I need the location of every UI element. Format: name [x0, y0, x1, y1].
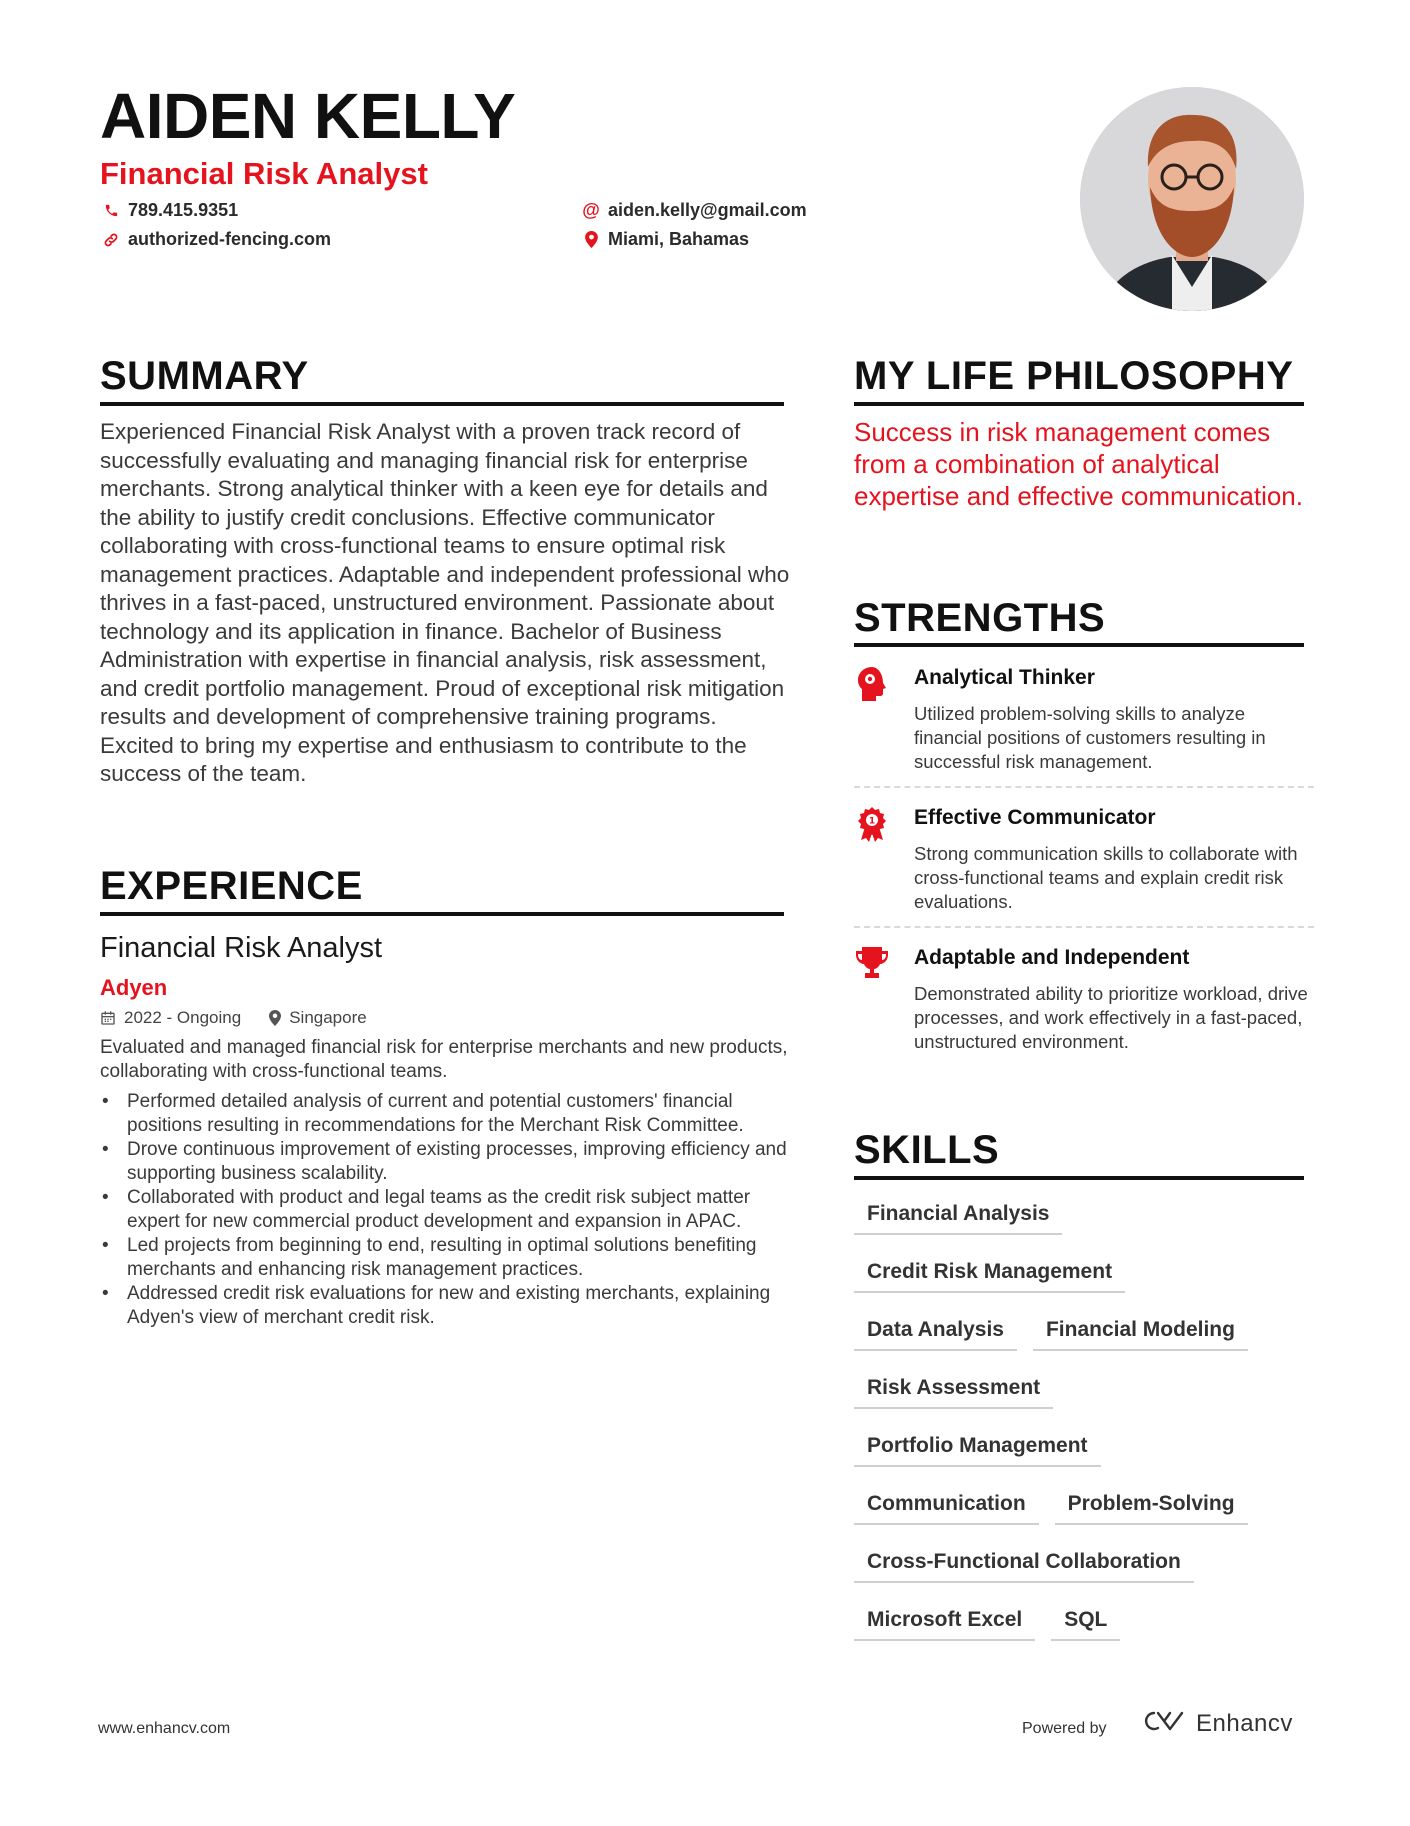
strength-item [854, 666, 1314, 786]
website-text[interactable]: authorized-fencing.com [128, 229, 332, 249]
skill-tag: Portfolio Management [854, 1422, 1101, 1467]
skill-tag: Cross-Functional Collaboration [854, 1538, 1194, 1583]
job-bullet: • Addressed credit risk evaluations for new and existing merchants, explaining Adyen's view of merchant credit risk. [100, 1282, 790, 1330]
footer-site-link[interactable]: www.enhancv.com [98, 1720, 231, 1737]
philosophy-rule [854, 402, 1304, 406]
company-name: Adyen [100, 975, 168, 1000]
skill-tag: Risk Assessment [854, 1364, 1053, 1409]
philosophy-text: Success in risk management comes from a combination of analytical expertise and effective communication. [854, 417, 1303, 511]
skills-rule [854, 1176, 1304, 1180]
job-description: Evaluated and managed financial risk for enterprise merchants and new products, collaborating with cross-functional teams. [100, 1037, 788, 1082]
summary-heading: SUMMARY [100, 354, 309, 398]
contact-website[interactable] [100, 229, 331, 250]
award-ribbon-icon [854, 806, 890, 842]
skill-tag: Credit Risk Management [854, 1248, 1125, 1293]
candidate-name: AIDEN KELLY [100, 80, 516, 152]
job-bullet: • Led projects from beginning to end, resulting in optimal solutions benefiting merchants and enhancing risk management practices. [100, 1234, 790, 1282]
location-pin-icon [269, 1010, 281, 1026]
skill-tag: Communication [854, 1480, 1039, 1525]
candidate-title: Financial Risk Analyst [100, 156, 428, 191]
divider [854, 786, 1314, 788]
philosophy-heading: MY LIFE PHILOSOPHY [854, 354, 1294, 398]
link-icon [100, 232, 122, 248]
email-text[interactable]: aiden.kelly@gmail.com [608, 200, 807, 220]
skill-tag: SQL [1051, 1596, 1120, 1641]
location-text: Miami, Bahamas [608, 229, 750, 249]
skills-list [854, 1190, 1324, 1654]
strength-title: Analytical Thinker [914, 666, 1095, 689]
job-meta [100, 1008, 367, 1028]
divider [854, 926, 1314, 928]
svg-text:1: 1 [868, 816, 876, 827]
strength-item [854, 806, 1314, 926]
strengths-heading: STRENGTHS [854, 596, 1106, 640]
contact-email[interactable] [580, 200, 807, 221]
experience-rule [100, 912, 784, 916]
strength-description: Demonstrated ability to prioritize workload, drive processes, and work effectively in a fast-paced, unstructured environment. [914, 983, 1308, 1052]
job-bullet: • Drove continuous improvement of existing processes, improving efficiency and supporting business scalability. [100, 1138, 790, 1186]
contact-location [580, 229, 749, 250]
strength-description: Strong communication skills to collaborate with cross-functional teams and explain credit risk evaluations. [914, 843, 1298, 912]
skill-tag: Data Analysis [854, 1306, 1017, 1351]
job-dates: 2022 - Ongoing [124, 1008, 242, 1027]
skill-tag: Financial Analysis [854, 1190, 1062, 1235]
profile-photo [1080, 87, 1304, 311]
skill-tag: Financial Modeling [1033, 1306, 1248, 1351]
summary-rule [100, 402, 784, 406]
calendar-icon [100, 1010, 116, 1026]
phone-icon [100, 203, 122, 218]
strengths-rule [854, 643, 1304, 647]
footer-powered-by: Powered by [1022, 1720, 1107, 1737]
strength-item [854, 946, 1314, 1086]
trophy-icon [854, 946, 890, 982]
job-title: Financial Risk Analyst [100, 932, 383, 964]
contact-phone [100, 200, 238, 221]
summary-text: Experienced Financial Risk Analyst with a proven track record of successfully evaluating and managing financial risk for enterprise merchants. Strong analytical thinker with a keen eye for details and the ability to justify credit conclusions. Effective communicator collaborating with cross-functional teams to ensure optimal risk management practices. Adaptable and independent professional who thrives in a fast-paced, unstructured environment. Passionate about technology and its application in finance. Bachelor of Business Administration with expertise in financial analysis, risk assessment, and credit portfolio management. Proud of exceptional risk mitigation results and development of comprehensive training programs. Excited to bring my expertise and enthusiasm to contribute to the success of the team. [100, 419, 790, 786]
brand-name: Enhancv [1196, 1709, 1293, 1737]
job-bullets [100, 1090, 790, 1330]
phone-text: 789.415.9351 [128, 200, 239, 220]
skill-tag: Microsoft Excel [854, 1596, 1035, 1641]
strength-description: Utilized problem-solving skills to analyze financial positions of customers resulting in successful risk management. [914, 703, 1266, 772]
job-bullet: • Performed detailed analysis of current and potential customers' financial positions resulting in recommendations for the Merchant Risk Committee. [100, 1090, 790, 1138]
location-pin-icon [580, 231, 602, 248]
brain-head-icon [854, 666, 890, 702]
footer-brand[interactable] [1140, 1708, 1293, 1739]
strength-title: Adaptable and Independent [914, 946, 1190, 969]
experience-heading: EXPERIENCE [100, 864, 363, 908]
skills-heading: SKILLS [854, 1128, 1000, 1172]
at-sign-icon: @ [582, 200, 600, 220]
strength-title: Effective Communicator [914, 806, 1156, 829]
skill-tag: Problem-Solving [1055, 1480, 1248, 1525]
enhancv-logo-icon [1140, 1708, 1188, 1739]
job-bullet: • Collaborated with product and legal teams as the credit risk subject matter expert for new commercial product development and expansion in APAC. [100, 1186, 790, 1234]
job-location: Singapore [289, 1008, 367, 1027]
